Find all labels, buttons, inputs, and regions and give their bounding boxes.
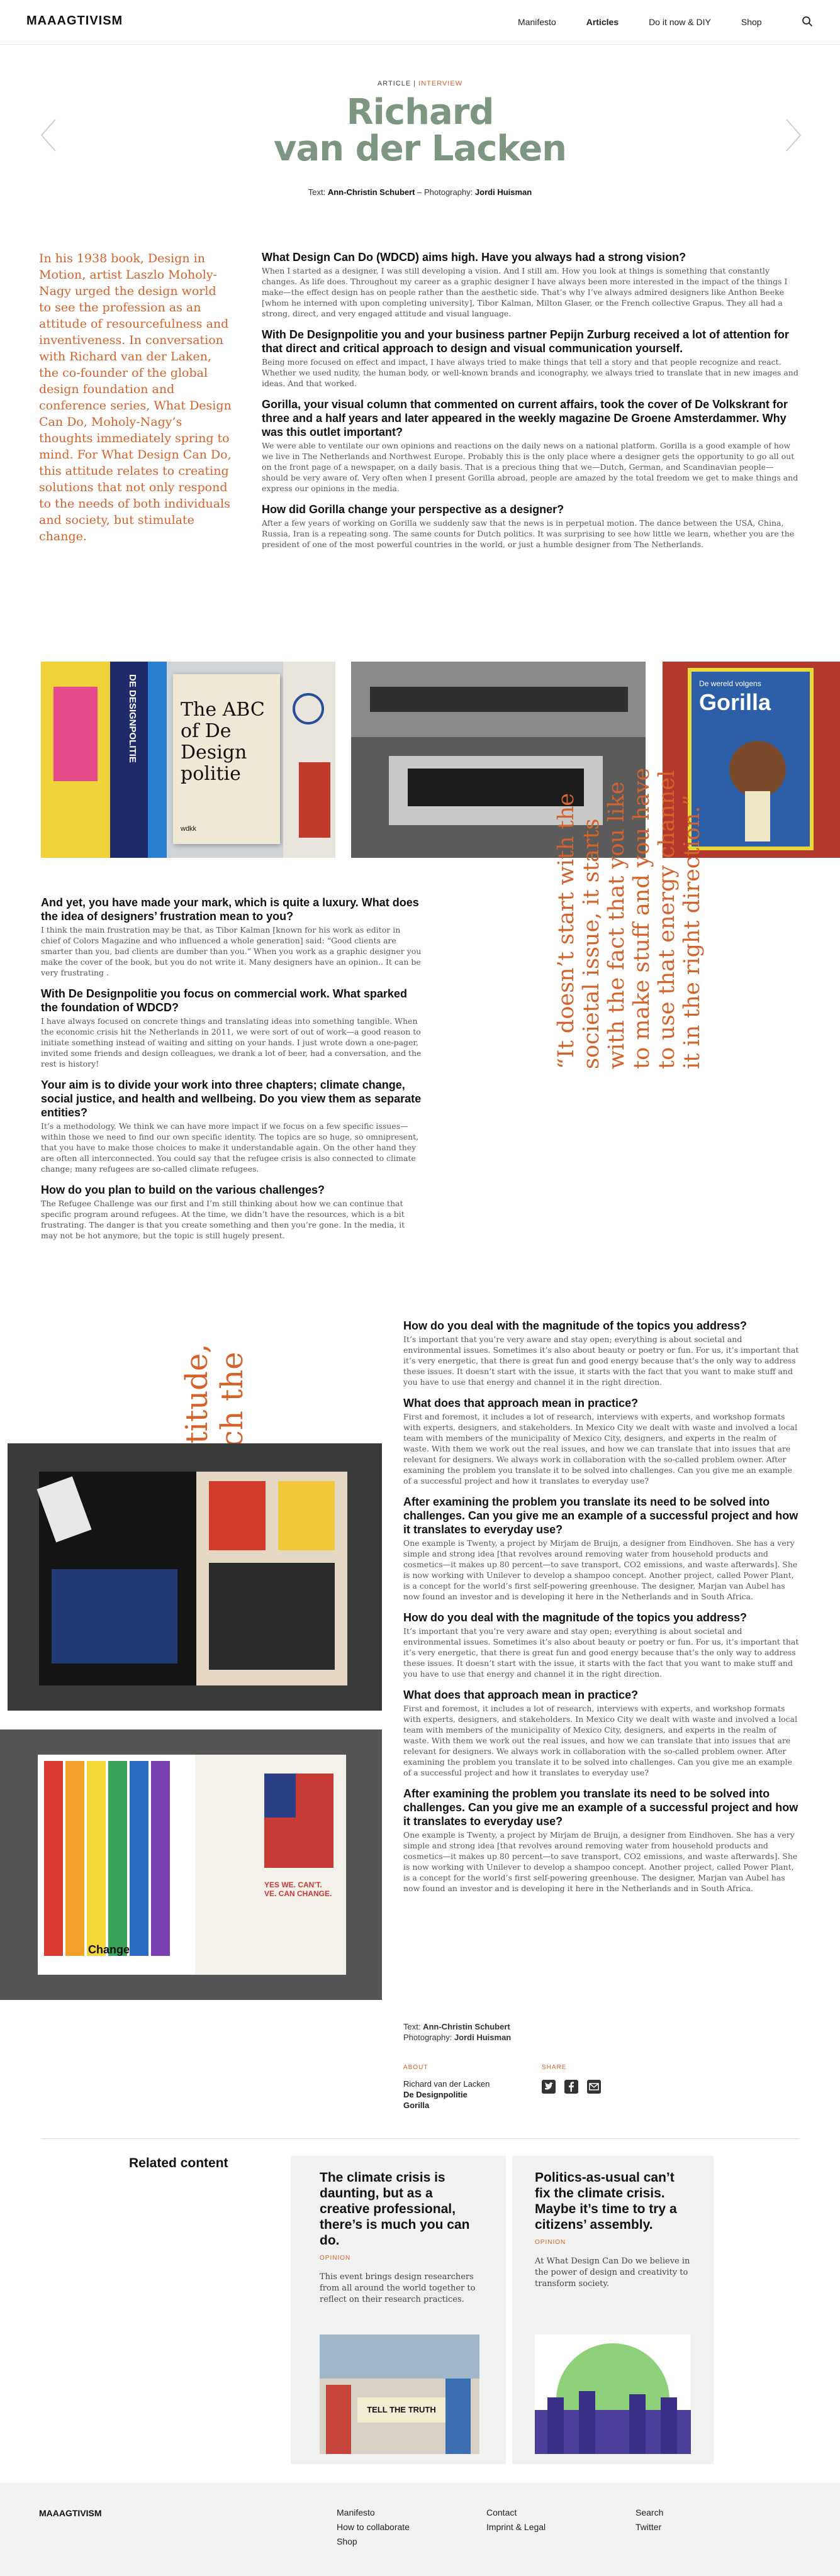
question: How do you plan to build on the various challenges? (41, 1184, 325, 1196)
section-divider (41, 2138, 800, 2139)
about-link-designpolitie[interactable]: De Designpolitie (403, 2090, 468, 2099)
footer-link-collaborate[interactable]: How to collaborate (337, 2522, 410, 2532)
email-icon[interactable] (587, 2080, 601, 2094)
title-line-1: Richard (346, 92, 494, 133)
question: What does that approach mean in practice? (403, 1397, 639, 1409)
pull-quote-1: “It doesn’t start with the societal issue, it starts with the fact that you like to make stuff and you have to use that energy channel it in the right direction.” (554, 767, 705, 1069)
card-image-protest (320, 2334, 479, 2454)
footer-link-imprint[interactable]: Imprint & Legal (486, 2522, 546, 2532)
question: How do you deal with the magnitude of the topics you address? (403, 1319, 748, 1332)
facebook-icon[interactable] (564, 2080, 578, 2094)
magazine-mark: De wereld volgens (699, 679, 761, 688)
pull-quote-2: attitude, the (179, 1343, 250, 1474)
credits (403, 2021, 511, 2043)
nav-item-diy[interactable]: Do it now & DIY (649, 17, 711, 27)
about-block (403, 2064, 490, 2111)
question: And yet, you have made your mark, which is quite a luxury. What does the idea of designers’ frustration mean to you? (41, 896, 419, 923)
answer: Being more focused on effect and impact, I have always tried to make things that tell a story and that people recognize and react. Whether we used nudity, the human body, or well-known brands and iconography, we always tried to translate that in new images and ideas. And that worked. (262, 357, 798, 388)
kicker-type: ARTICLE (377, 80, 412, 87)
question: With De Designpolitie you focus on commercial work. What sparked the foundation of WDCD? (41, 987, 407, 1014)
card-tag: OPINION (320, 2255, 351, 2262)
photo-books (41, 662, 335, 858)
credits-author: Ann-Christin Schubert (423, 2022, 510, 2031)
main-nav (518, 17, 792, 27)
book-cover-mark: wdkk (181, 825, 197, 833)
question: What does that approach mean in practice? (403, 1689, 639, 1701)
title-line-2: van der Lacken (273, 128, 567, 169)
related-card-1[interactable] (291, 2156, 506, 2464)
footer-col-2 (486, 2506, 546, 2534)
footer-link-contact[interactable]: Contact (486, 2507, 517, 2518)
answer: I think the main frustration may be that, as Tibor Kalman [known for his work as editor in chief of Colors Magazine and who influenced a whole generation] said: “Good clients are smarter than you, bad clients are dumber than you.” When you work as a graphic designer you make the cover of the book, but you do not write it. Many designers have an opinion.. It can be very frustrating . (41, 925, 422, 977)
answer: One example is Twenty, a project by Mirjam de Bruijn, a designer from Eindhoven. She has a very simple and strong idea [that revolves around removing water from household products and cosmetics—it makes up 80 percent—to save transport, CO2 emissions, and waste afterwards]. She is now working with Unilever to develop a shampoo concept. Another project, called Power Plant, is a concept for the world’s first self-powering greenhouse. The designer, Marjan van Aubel has now found an investor and is developing it here in the Netherlands and in South Africa. (403, 1830, 798, 1893)
footer-col-1 (337, 2506, 410, 2549)
qa-section-3 (403, 1319, 800, 1902)
answer: The Refugee Challenge was our first and I’m still thinking about how we can continue that specific program around refugees. At the time, we didn’t have the resources, which is a bit frustrating. The danger is that you create something and then you’re gone. In the media, it may not be hot anymore, but the topic is still hugely present. (41, 1199, 405, 1240)
magazine-page-title: Change (88, 1943, 130, 1956)
byline-separator: – Photography: (415, 187, 475, 197)
question: After examining the problem you translate its need to be solved into challenges. Can you give me an example of a successful project and how it translates to everyday use? (403, 1787, 798, 1828)
answer: We were able to ventilate our own opinions and reactions on the daily news on a national platform. Gorilla is a good example of how we live in The Netherlands and Northwest Europe. Probably this is the only place where a designer gets the opportunity to go all out on the front page of a newspaper, on a daily basis. That is a precious thing that we—Dutch, German, and Scandinavian people—should be very aware of. Very often when I present Gorilla abroad, people are amazed by the total freedom we get to make things and express our opinions in the media. (262, 441, 798, 493)
article-kicker (0, 80, 840, 87)
byline-author: Ann-Christin Schubert (327, 187, 415, 197)
byline-photographer: Jordi Huisman (474, 187, 532, 197)
about-link-gorilla[interactable]: Gorilla (403, 2101, 430, 2110)
kicker-category[interactable]: INTERVIEW (418, 80, 463, 87)
footer-link-search[interactable]: Search (636, 2507, 664, 2518)
site-logo[interactable]: MAAAGTIVISM (26, 14, 123, 28)
footer-logo[interactable]: MAAAGTIVISM (39, 2508, 102, 2518)
footer-link-twitter[interactable]: Twitter (636, 2522, 662, 2532)
about-link-person[interactable]: Richard van der Lacken (403, 2079, 490, 2089)
answer: It’s important that you’re very aware and stay open; everything is about societal and environmental issues. Sometimes it’s also about beauty or poetry or fun. For us, it’s important that it’s very energetic, that there is great fun and good energy because that’s the only way to address these issues. It doesn’t start with the issue, it starts with the fact that you want to make stuff and you have to use that energy and channel it in the right direction. (403, 1626, 799, 1679)
share-block (542, 2064, 601, 2094)
protest-banner: TELL THE TRUTH (357, 2397, 445, 2423)
question: What Design Can Do (WDCD) aims high. Have you always had a strong vision? (262, 251, 686, 264)
intro-paragraph: In his 1938 book, Design in Motion, artist Laszlo Moholy-Nagy urged the design world to see the profession as an attitude of resourcefulness and inventiveness. In conversation with Richard van der Laken, the co-founder of the global design foundation and conference series, What Design Can Do, Moholy-Nagy’s thoughts immediately spring to mind. For What Design Can Do, this attitude relates to creating solutions that not only respond to the needs of both individuals and society, but stimulate change. (39, 252, 232, 543)
about-label: ABOUT (403, 2064, 428, 2071)
related-heading: Related content (129, 2156, 228, 2170)
nav-item-articles[interactable]: Articles (586, 17, 619, 27)
question: How do you deal with the magnitude of the topics you address? (403, 1611, 748, 1624)
question: How did Gorilla change your perspective as a designer? (262, 503, 564, 516)
qa-section-2 (41, 896, 422, 1250)
question: With De Designpolitie you and your business partner Pepijn Zurburg received a lot of attention for that direct and critical approach to design and visual communication yourself. (262, 328, 789, 355)
photo-magazine-spread-1 (8, 1443, 382, 1711)
credits-photo-label: Photography: (403, 2033, 454, 2042)
share-label: SHARE (542, 2064, 567, 2071)
related-card-2[interactable] (512, 2156, 714, 2464)
book-spine-text: DE DESIGNPOLITIE (127, 674, 138, 763)
card-tag: OPINION (535, 2239, 566, 2246)
poster-slogan: YES WE. CAN'T. VE. CAN CHANGE. (264, 1880, 332, 1898)
twitter-icon[interactable] (542, 2080, 556, 2094)
page-title (0, 94, 840, 167)
answer: First and foremost, it includes a lot of research, interviews with experts, and workshop formats with experts, designers, and stakeholders. In Mexico City we dealt with waste and involved a local team with members of the municipality of Mexico City, designers, and experts in the realm of waste. With them we work out the real issues, and how we can translate that into issues that are relevant for designers. We always work in collaboration with the so-called problem owner. After examining the problem you translate it to be solved into challenges. Can you give me an example of a successful project and how it translates to everyday use? (403, 1412, 798, 1485)
question: Gorilla, your visual column that commented on current affairs, took the cover of De Volkskrant for three and a half years and later appeared in the weekly magazine De Groene Amsterdammer. Why was this outlet important? (262, 398, 788, 438)
footer-col-3 (636, 2506, 663, 2534)
card-description: This event brings design researchers from all around the world together to reflect on their research practices. (320, 2272, 476, 2304)
footer-link-shop[interactable]: Shop (337, 2536, 357, 2546)
question: Your aim is to divide your work into three chapters; climate change, social justice, and health and wellbeing. Do you view them as separate entities? (41, 1079, 422, 1119)
magazine-title: Gorilla (699, 689, 771, 715)
answer: It’s a methodology. We think we can have more impact if we focus on a few specific issues—within those we need to find our own specific identity. The topics are so huge, so omnipresent, that you have to make those choices to make it understandable again. On the other hand they are often all interconnected. You could say that the refugee crisis is also connected to climate change; many refugees are so-called climate refugees. (41, 1121, 419, 1174)
card-title[interactable]: Politics-as-usual can’t fix the climate crisis. Maybe it’s time to try a citizens’ assembly. (535, 2170, 677, 2232)
book-cover-title: The ABC of De Design politie (181, 699, 265, 785)
top-navigation-bar (0, 0, 840, 44)
answer: After a few years of working on Gorilla we suddenly saw that the news is in perpetual motion. The dance between the USA, China, Russia, Iran is a repeating song. The same counts for Dutch politics. It was surprising to see how little we learn, whether you are the president of one of the most powerful countries in the world, or just a humble designer from The Netherlands. (262, 518, 795, 549)
qa-section-1 (262, 250, 800, 558)
search-icon[interactable] (802, 16, 813, 27)
question: After examining the problem you translate its need to be solved into challenges. Can you give me an example of a successful project and how it translates to everyday use? (403, 1496, 798, 1536)
answer: One example is Twenty, a project by Mirjam de Bruijn, a designer from Eindhoven. She has a very simple and strong idea [that revolves around removing water from household products and cosmetics—it makes up 80 percent—to save transport, CO2 emissions, and waste afterwards]. She is now working with Unilever to develop a shampoo concept. Another project, called Power Plant, is a concept for the world’s first self-powering greenhouse. The designer, Marjan van Aubel has now found an investor and is developing it here in the Netherlands and in South Africa. (403, 1538, 798, 1601)
card-image-illustration (535, 2334, 691, 2454)
kicker-separator: | (411, 80, 419, 87)
card-title[interactable]: The climate crisis is daunting, but as a creative professional, there’s is much you can do. (320, 2170, 470, 2248)
answer: I have always focused on concrete things and translating ideas into something tangible. When the economic crisis hit the Netherlands in 2011, we were sort of out of work—a good reason to initiate something instead of waiting and sitting on your hands. I just wrote down a one-pager, invited some friends and design colleagues, we drank a lot of beer, had a conversation, and the rest is history! (41, 1016, 422, 1069)
byline (0, 187, 840, 197)
photo-magazine-spread-2 (0, 1729, 382, 2000)
answer: First and foremost, it includes a lot of research, interviews with experts, and workshop formats with experts, designers, and stakeholders. In Mexico City we dealt with waste and involved a local team with members of the municipality of Mexico City, designers, and experts in the realm of waste. With them we work out the real issues, and how we can translate that into issues that are relevant for designers. We always work in collaboration with the so-called problem owner. After examining the problem you translate it to be solved into challenges. Can you give me an example of a successful project and how it translates to everyday use? (403, 1704, 798, 1777)
card-description: At What Design Can Do we believe in the power of design and creativity to transform society. (535, 2257, 690, 2289)
nav-item-manifesto[interactable]: Manifesto (518, 17, 556, 27)
answer: It’s important that you’re very aware and stay open; everything is about societal and environmental issues. Sometimes it’s also about beauty or poetry or fun. For us, it’s important that it’s very energetic, that there is great fun and good energy because that’s the only way to address these issues. It doesn’t start with the issue, it starts with the fact that you want to make stuff and you have to use that energy and channel it in the right direction. (403, 1335, 799, 1387)
footer-link-manifesto[interactable]: Manifesto (337, 2507, 375, 2518)
footer (0, 2483, 840, 2576)
nav-item-shop[interactable]: Shop (741, 17, 762, 27)
credits-text-label: Text: (403, 2022, 423, 2031)
byline-text-label: Text: (308, 187, 328, 197)
answer: When I started as a designer, I was still developing a vision. And I still am. How you look at things is something that constantly changes. As life does. Throughout my career as a graphic designer I have always been more interested in the impact of the things I make—the effect design has on people rather than the aesthetic side. That’s why I’ve always admired designers like Anthon Beeke [whom he interned with upon completing university], Tibor Kalman, Milton Glaser, or the French collective Grapus. They all had a strong, direct, and very engaged attitude and visual language. (262, 266, 788, 318)
credits-photographer: Jordi Huisman (454, 2033, 512, 2042)
